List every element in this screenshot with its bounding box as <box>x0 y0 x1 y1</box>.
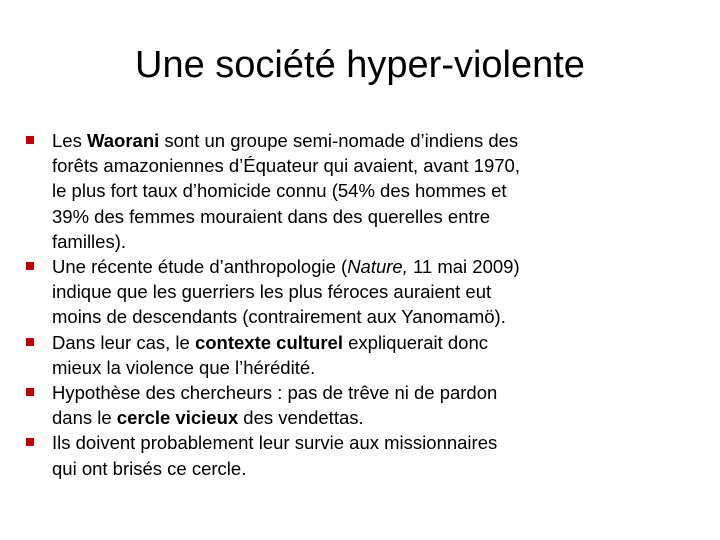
bullet-item-2 <box>26 254 522 330</box>
emphasis-cercle-vicieux: cercle vicieux <box>116 407 239 429</box>
square-bullet-icon <box>26 338 34 346</box>
slide-title: Une société hyper-violente <box>135 44 585 86</box>
bullet-item-5 <box>26 430 522 480</box>
square-bullet-icon <box>26 438 34 446</box>
bullet-item-1 <box>26 128 522 254</box>
bullet-text: Dans leur cas, le contexte culturel expliquerait donc mieux la violence que l’hérédité. <box>52 331 488 378</box>
emphasis-nature: Nature, <box>347 256 408 278</box>
bullet-text: Hypothèse des chercheurs : pas de trêve ni de pardon dans le cercle vicieux des vendettas. <box>52 382 498 429</box>
bullet-text: Les Waorani sont un groupe semi-nomade d’indiens des forêts amazoniennes d’Équateur qui avaient, avant 1970, le plus fort taux d’homicide connu (54% des hommes et 39% des femmes mouraient dans des querelles entre familles). <box>52 130 520 252</box>
bullet-list <box>26 128 706 481</box>
bullet-item-4 <box>26 380 522 430</box>
bullet-item-3 <box>26 330 522 380</box>
bullet-text: Ils doivent probablement leur survie aux missionnaires qui ont brisés ce cercle. <box>52 432 498 479</box>
square-bullet-icon <box>26 136 34 144</box>
square-bullet-icon <box>26 262 34 270</box>
emphasis-contexte-culturel: contexte culturel <box>194 331 343 353</box>
square-bullet-icon <box>26 388 34 396</box>
bullet-text: Une récente étude d’anthropologie (Nature, 11 mai 2009) indique que les guerriers les plus féroces auraient eut moins de descendants (contrairement aux Yanomamö). <box>52 256 520 328</box>
emphasis-waorani: Waorani <box>86 130 160 151</box>
